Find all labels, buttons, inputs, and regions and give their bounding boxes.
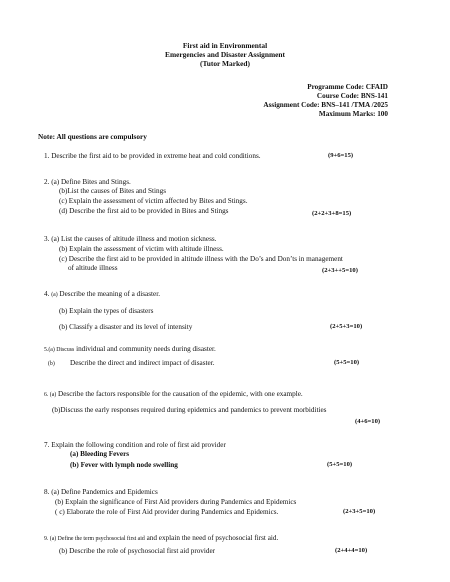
q1-marks: (9+6=15) bbox=[328, 152, 354, 159]
q4-marks: (2+5+3=10) bbox=[330, 323, 363, 330]
title-line-3: (Tutor Marked) bbox=[200, 59, 250, 68]
q8-marks: (2+3+5=10) bbox=[343, 508, 376, 515]
q9-a-label: 9. (a) Define the term psychosocial first aid bbox=[44, 536, 145, 542]
q4-prefix: 4. bbox=[44, 290, 52, 298]
title-line-2: Emergencies and Disaster Assignment bbox=[165, 50, 285, 59]
q3-c1: (c) Describe the first aid to be provided in altitude illness with the Do’s and Don’ts in management bbox=[59, 255, 343, 263]
q3-a: 3. (a) List the causes of altitude illness and motion sickness. bbox=[44, 235, 217, 243]
q5-a bbox=[44, 345, 216, 355]
q4-a-text: Describe the meaning of a disaster. bbox=[57, 290, 161, 298]
q6-b: (b)Discuss the early responses required during epidemics and pandemics to prevent morbidities bbox=[52, 406, 327, 414]
q2-d: (d) Describe the first aid to be provided in Bites and Stings bbox=[59, 207, 229, 215]
q4-b: (b) Explain the types of disasters bbox=[59, 307, 154, 315]
maximum-marks: Maximum Marks: 100 bbox=[318, 110, 388, 118]
q6-marks: (4+6=10) bbox=[355, 418, 381, 425]
q4-a bbox=[44, 290, 160, 300]
q6-a bbox=[44, 390, 303, 400]
q2-b: (b)List the causes of Bites and Stings bbox=[59, 187, 166, 195]
q2-c: (c) Explain the assessment of victim affected by Bites and Stings. bbox=[59, 197, 248, 205]
q7-b: (b) Fever with lymph node swelling bbox=[70, 461, 178, 469]
q5-marks: (5+5=10) bbox=[334, 359, 360, 366]
q5-a-label: 5.(a) Discuss bbox=[44, 347, 75, 353]
q2-a: 2. (a) Define Bites and Stings. bbox=[44, 178, 131, 186]
q7-marks: (5+5=10) bbox=[327, 461, 353, 468]
q1-line: 1. Describe the first aid to be provided in extreme heat and cold conditions. bbox=[44, 152, 261, 160]
q9-a bbox=[44, 534, 278, 544]
q3-c2: of altitude illness bbox=[68, 264, 118, 272]
q9-b: (b) Describe the role of psychosocial first aid provider bbox=[59, 547, 216, 555]
note: Note: All questions are compulsory bbox=[38, 132, 147, 141]
course-code: Course Code: BNS-141 bbox=[316, 92, 388, 100]
q4-c: (b) Classify a disaster and its level of intensity bbox=[59, 323, 193, 331]
q5-b-label: (b) bbox=[48, 361, 55, 367]
q3-b: (b) Explain the assessment of victim with altitude illness. bbox=[59, 245, 224, 253]
q8-a: 8. (a) Define Pandemics and Epidemics bbox=[44, 488, 158, 496]
programme-code: Programme Code: CFAID bbox=[307, 83, 388, 91]
q4-a-label: (a) bbox=[51, 292, 58, 298]
q6-a-text: Describe the factors responsible for the causation of the epidemic, with one example. bbox=[56, 390, 303, 398]
title-line-1: First aid in Environmental bbox=[182, 41, 268, 50]
q7-line: 7. Explain the following condition and role of first aid provider bbox=[44, 441, 226, 449]
q8-c: ( c) Elaborate the role of First Aid provider during Pandemics and Epidemics. bbox=[55, 508, 279, 516]
q9-a-text: and explain the need of psychosocial first aid. bbox=[144, 534, 279, 542]
assignment-code: Assignment Code: BNS–141 /TMA /2025 bbox=[263, 101, 388, 109]
q3-marks: (2+3++5=10) bbox=[322, 267, 358, 274]
q8-b: (b) Explain the significance of First Aid providers during Pandemics and Epidemics bbox=[55, 498, 297, 506]
q5-a-text: individual and community needs during disaster. bbox=[74, 345, 216, 353]
q5-b: Describe the direct and indirect impact of disaster. bbox=[70, 359, 215, 367]
q9-marks: (2+4+4=10) bbox=[335, 547, 368, 554]
q2-marks: (2+2+3+8=15) bbox=[312, 210, 352, 217]
q7-a: (a) Bleeding Fevers bbox=[70, 450, 130, 458]
q6-a-label: 6. (a) bbox=[44, 392, 57, 398]
